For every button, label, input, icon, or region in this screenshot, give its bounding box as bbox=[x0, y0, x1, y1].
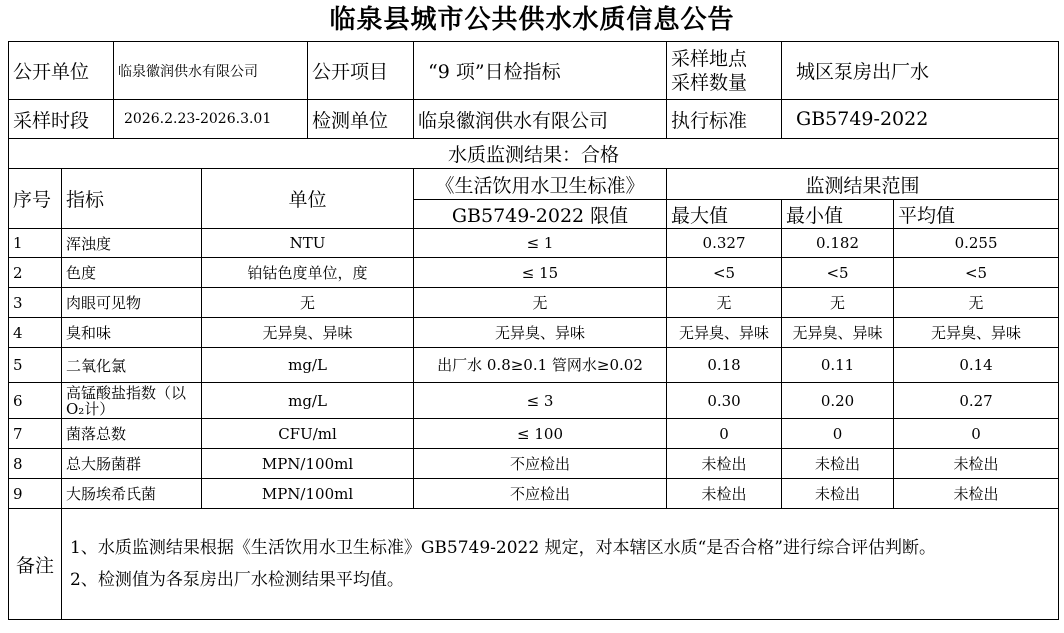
cell-avg: 未检出 bbox=[894, 449, 1059, 479]
location-label bbox=[667, 42, 782, 100]
water-quality-table bbox=[8, 41, 1059, 620]
standard-label: 执行标准 bbox=[667, 100, 782, 139]
publisher-value: 临泉徽润供水有限公司 bbox=[114, 42, 308, 100]
cell-unit: 铂钴色度单位，度 bbox=[202, 258, 414, 288]
cell-min: 0.11 bbox=[782, 348, 894, 383]
cell-avg: 0.14 bbox=[894, 348, 1059, 383]
location-label-2: 采样数量 bbox=[671, 71, 748, 94]
cell-indicator: 菌落总数 bbox=[62, 419, 202, 449]
cell-seq: 2 bbox=[9, 258, 62, 288]
cell-max: 未检出 bbox=[667, 479, 782, 509]
location-label-1: 采样地点 bbox=[671, 47, 748, 70]
table-row bbox=[9, 318, 1059, 348]
cell-limit: 无 bbox=[414, 288, 667, 318]
cell-indicator: 浑浊度 bbox=[62, 229, 202, 258]
lab-value: 临泉徽润供水有限公司 bbox=[414, 100, 667, 139]
page-title: 临泉县城市公共供水水质信息公告 bbox=[329, 5, 735, 35]
cell-limit: 不应检出 bbox=[414, 449, 667, 479]
cell-avg: 无 bbox=[894, 288, 1059, 318]
table-row bbox=[9, 258, 1059, 288]
table-row bbox=[9, 479, 1059, 509]
header-standard-2: GB5749-2022 限值 bbox=[414, 200, 667, 229]
table-row bbox=[9, 383, 1059, 419]
standard-value: GB5749-2022 bbox=[782, 100, 1059, 139]
period-label: 采样时段 bbox=[9, 100, 114, 139]
cell-indicator: 大肠埃希氏菌 bbox=[62, 479, 202, 509]
cell-max: 无异臭、异味 bbox=[667, 318, 782, 348]
cell-min: 0.20 bbox=[782, 383, 894, 419]
cell-max: <5 bbox=[667, 258, 782, 288]
publisher-label: 公开单位 bbox=[9, 42, 114, 100]
cell-seq: 5 bbox=[9, 348, 62, 383]
header-min: 最小值 bbox=[782, 200, 894, 229]
header-standard-1: 《生活饮用水卫生标准》 bbox=[414, 169, 667, 200]
header-indicator: 指标 bbox=[62, 169, 202, 229]
cell-limit: ≤ 1 bbox=[414, 229, 667, 258]
cell-indicator: 肉眼可见物 bbox=[62, 288, 202, 318]
item-label: 公开项目 bbox=[308, 42, 414, 100]
cell-max: 0.30 bbox=[667, 383, 782, 419]
cell-limit: ≤ 100 bbox=[414, 419, 667, 449]
notes-label: 备注 bbox=[9, 509, 62, 620]
cell-min: 无 bbox=[782, 288, 894, 318]
cell-indicator: 高锰酸盐指数（以O₂计） bbox=[62, 383, 202, 419]
cell-avg: 0.27 bbox=[894, 383, 1059, 419]
table-row bbox=[9, 419, 1059, 449]
cell-indicator: 色度 bbox=[62, 258, 202, 288]
note-line-1: 1、水质监测结果根据《生活饮用水卫生标准》GB5749-2022 规定，对本辖区水质“是否合格”进行综合评估判断。 bbox=[70, 538, 936, 558]
header-max: 最大值 bbox=[667, 200, 782, 229]
cell-unit: MPN/100ml bbox=[202, 449, 414, 479]
cell-unit: 无 bbox=[202, 288, 414, 318]
cell-seq: 9 bbox=[9, 479, 62, 509]
cell-indicator: 总大肠菌群 bbox=[62, 449, 202, 479]
cell-unit: CFU/ml bbox=[202, 419, 414, 449]
cell-unit: 无异臭、异味 bbox=[202, 318, 414, 348]
cell-limit: 不应检出 bbox=[414, 479, 667, 509]
header-seq: 序号 bbox=[9, 169, 62, 229]
table-row bbox=[9, 288, 1059, 318]
cell-indicator: 二氧化氯 bbox=[62, 348, 202, 383]
cell-unit: MPN/100ml bbox=[202, 479, 414, 509]
header-range: 监测结果范围 bbox=[667, 169, 1059, 200]
table-row bbox=[9, 229, 1059, 258]
cell-unit: mg/L bbox=[202, 348, 414, 383]
cell-avg: 0.255 bbox=[894, 229, 1059, 258]
cell-seq: 7 bbox=[9, 419, 62, 449]
cell-min: 未检出 bbox=[782, 479, 894, 509]
cell-max: 未检出 bbox=[667, 449, 782, 479]
cell-seq: 3 bbox=[9, 288, 62, 318]
header-unit: 单位 bbox=[202, 169, 414, 229]
cell-min: 0.182 bbox=[782, 229, 894, 258]
table-row bbox=[9, 449, 1059, 479]
cell-avg: 无异臭、异味 bbox=[894, 318, 1059, 348]
cell-unit: NTU bbox=[202, 229, 414, 258]
cell-avg: 0 bbox=[894, 419, 1059, 449]
cell-limit: 无异臭、异味 bbox=[414, 318, 667, 348]
cell-seq: 1 bbox=[9, 229, 62, 258]
result-line: 水质监测结果：合格 bbox=[9, 139, 1059, 169]
cell-avg: <5 bbox=[894, 258, 1059, 288]
period-value: 2026.2.23-2026.3.01 bbox=[114, 100, 308, 139]
cell-min: 0 bbox=[782, 419, 894, 449]
lab-label: 检测单位 bbox=[308, 100, 414, 139]
notes-body bbox=[62, 509, 1059, 620]
header-avg: 平均值 bbox=[894, 200, 1059, 229]
cell-limit: ≤ 3 bbox=[414, 383, 667, 419]
cell-avg: 未检出 bbox=[894, 479, 1059, 509]
cell-seq: 4 bbox=[9, 318, 62, 348]
cell-limit: 出厂水 0.8≥0.1 管网水≥0.02 bbox=[414, 348, 667, 383]
table-row bbox=[9, 348, 1059, 383]
cell-seq: 8 bbox=[9, 449, 62, 479]
cell-min: 未检出 bbox=[782, 449, 894, 479]
cell-limit: ≤ 15 bbox=[414, 258, 667, 288]
cell-max: 0 bbox=[667, 419, 782, 449]
cell-indicator: 臭和味 bbox=[62, 318, 202, 348]
cell-min: <5 bbox=[782, 258, 894, 288]
item-value: “9 项”日检指标 bbox=[414, 42, 667, 100]
cell-max: 无 bbox=[667, 288, 782, 318]
cell-max: 0.18 bbox=[667, 348, 782, 383]
cell-seq: 6 bbox=[9, 383, 62, 419]
note-line-2: 2、检测值为各泵房出厂水检测结果平均值。 bbox=[70, 570, 404, 590]
location-value: 城区泵房出厂水 bbox=[782, 42, 1059, 100]
cell-min: 无异臭、异味 bbox=[782, 318, 894, 348]
cell-unit: mg/L bbox=[202, 383, 414, 419]
cell-max: 0.327 bbox=[667, 229, 782, 258]
